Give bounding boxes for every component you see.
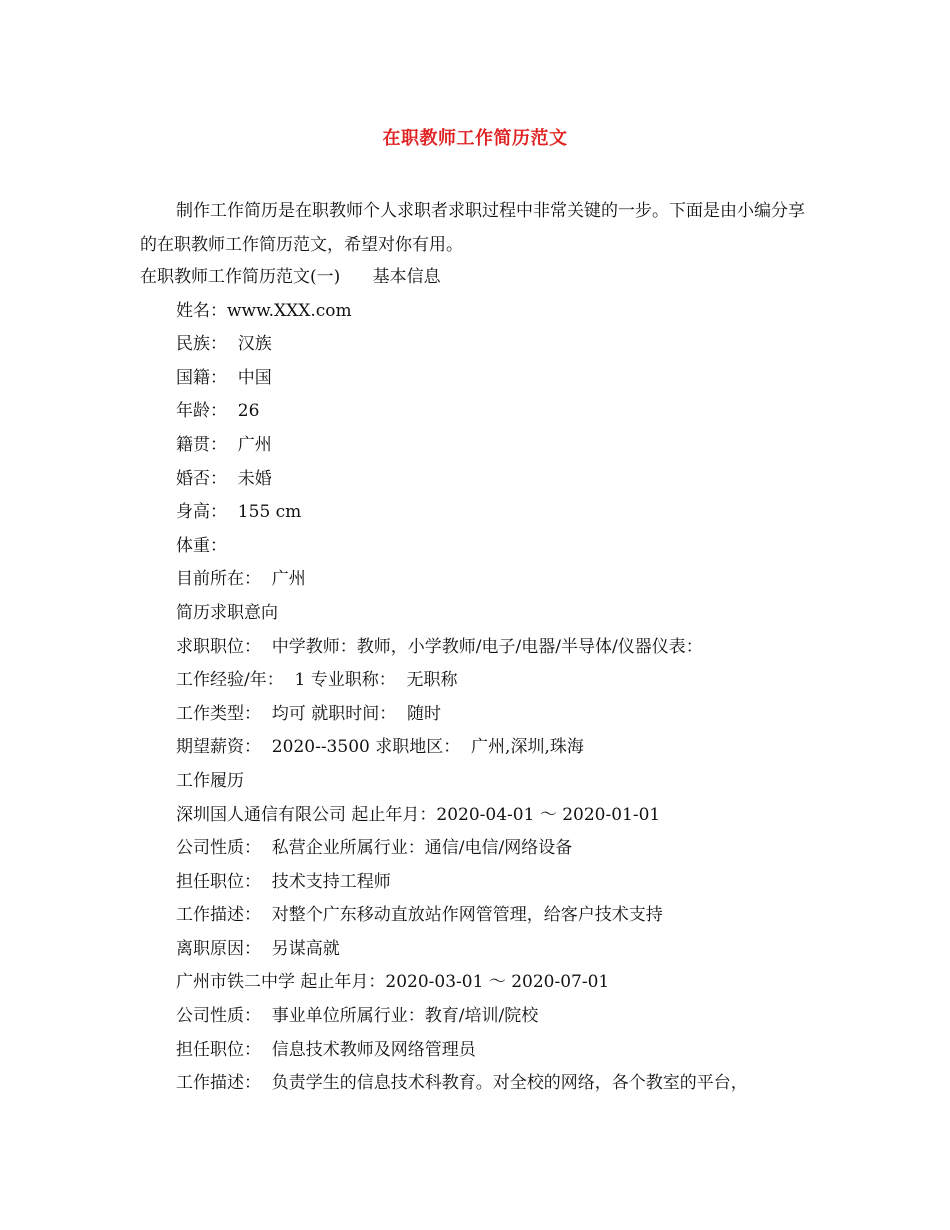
resume-line: 求职职位： 中学教师：教师，小学教师/电子/电器/半导体/仪器仪表： (176, 636, 703, 657)
resume-line: 工作履历 (176, 770, 244, 791)
resume-line: 身高： 155 cm (176, 502, 302, 523)
resume-line: 工作描述： 对整个广东移动直放站作网管管理，给客户技术支持 (176, 905, 663, 926)
resume-line: 籍贯： 广州 (176, 434, 272, 455)
resume-line: 深圳国人通信有限公司 起止年月：2020-04-01 ～ 2020-01-01 (176, 804, 661, 825)
resume-line: 民族： 汉族 (176, 334, 272, 355)
intro-paragraph: 制作工作简历是在职教师个人求职者求职过程中非常关键的一步。下面是由小编分享的在职教师工作简历范文，希望对你有用。 (140, 201, 805, 255)
document-title: 在职教师工作简历范文 (382, 128, 568, 149)
resume-line: 婚否： 未婚 (176, 468, 272, 489)
resume-line: 工作类型： 均可 就职时间： 随时 (176, 703, 442, 724)
resume-line: 公司性质： 私营企业所属行业：通信/电信/网络设备 (176, 838, 573, 859)
resume-line: 年龄： 26 (176, 401, 260, 422)
resume-line: 目前所在： 广州 (176, 569, 306, 590)
resume-line: 工作经验/年： 1 专业职称： 无职称 (176, 670, 458, 691)
resume-line: 工作描述： 负责学生的信息技术科教育。对全校的网络，各个教室的平台， (176, 1073, 748, 1094)
resume-lines (0, 262, 950, 1102)
resume-line: 离职原因： 另谋高就 (176, 938, 340, 959)
resume-line: 广州市铁二中学 起止年月：2020-03-01 ～ 2020-07-01 (176, 972, 610, 993)
resume-line: 期望薪资： 2020--3500 求职地区： 广州,深圳,珠海 (176, 737, 584, 758)
resume-line: 姓名：www.XXX.com (176, 300, 352, 321)
resume-line: 简历求职意向 (176, 602, 278, 623)
resume-line: 体重： (176, 535, 227, 556)
resume-line: 公司性质： 事业单位所属行业：教育/培训/院校 (176, 1006, 539, 1027)
resume-line: 担任职位： 信息技术教师及网络管理员 (176, 1039, 476, 1060)
resume-line: 国籍： 中国 (176, 367, 272, 388)
resume-line: 在职教师工作简历范文(一) 基本信息 (140, 267, 441, 287)
resume-line: 担任职位： 技术支持工程师 (176, 871, 391, 892)
